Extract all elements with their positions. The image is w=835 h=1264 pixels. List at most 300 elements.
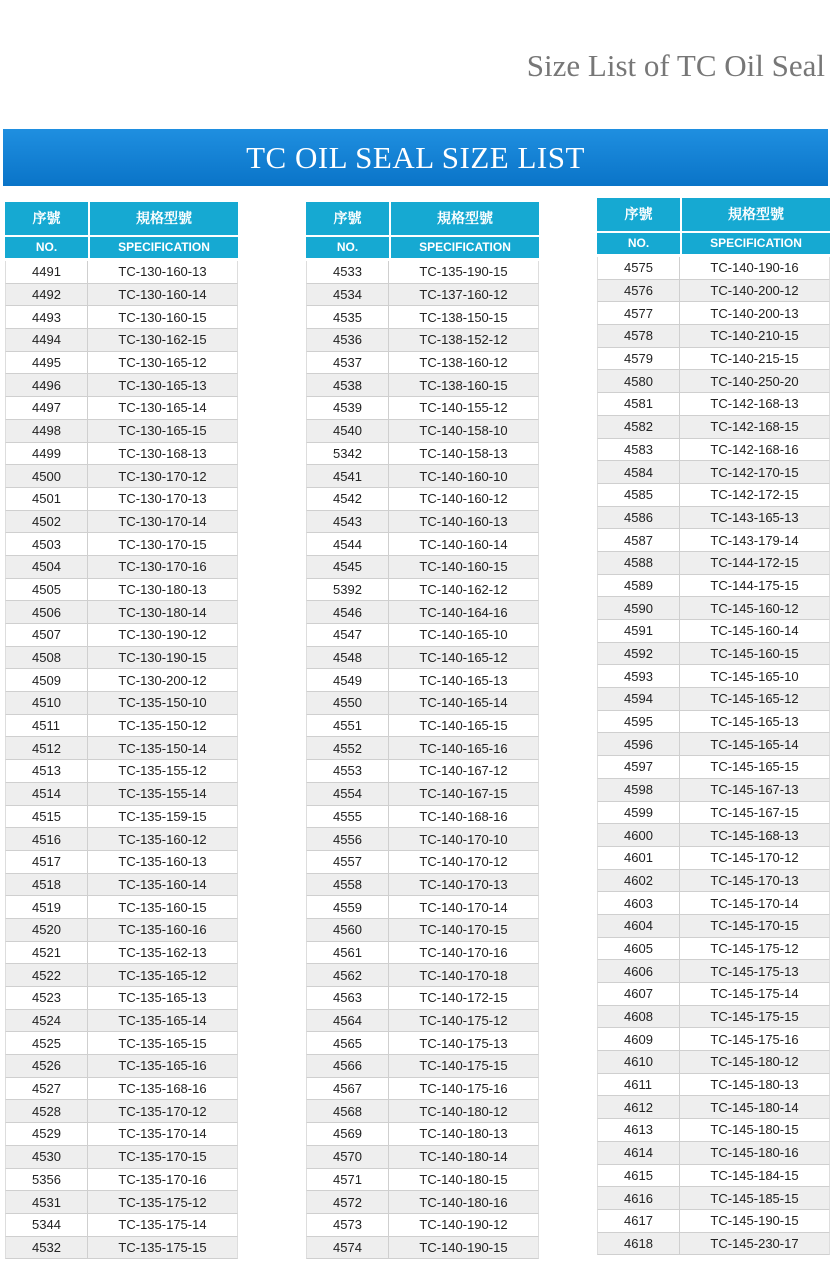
cell-specification: TC-130-180-13 [88,579,238,602]
table-row [5,1123,238,1146]
cell-specification: TC-145-180-12 [680,1051,830,1074]
cell-specification: TC-135-165-16 [88,1055,238,1078]
cell-no: 4587 [597,529,680,552]
cell-specification: TC-140-165-16 [389,737,539,760]
cell-no: 4520 [5,919,88,942]
cell-no: 4491 [5,261,88,284]
table-row [5,896,238,919]
cell-specification: TC-140-165-10 [389,624,539,647]
cell-no: 4610 [597,1051,680,1074]
size-table-1 [5,202,238,1259]
size-table-2 [306,202,539,1259]
table-row [597,461,830,484]
cell-no: 4501 [5,488,88,511]
table-row [306,828,539,851]
cell-specification: TC-140-160-10 [389,465,539,488]
cell-no: 4602 [597,870,680,893]
cell-specification: TC-145-190-15 [680,1210,830,1233]
table-row [5,624,238,647]
table-row [5,465,238,488]
cell-no: 4559 [306,896,389,919]
cell-no: 4507 [5,624,88,647]
cell-no: 4595 [597,711,680,734]
table-row [306,647,539,670]
cell-specification: TC-135-155-12 [88,760,238,783]
cell-specification: TC-140-155-12 [389,397,539,420]
cell-no: 4512 [5,737,88,760]
table-row [306,601,539,624]
cell-no: 4506 [5,601,88,624]
cell-no: 4548 [306,647,389,670]
table-row [597,325,830,348]
cell-no: 4544 [306,533,389,556]
cell-specification: TC-140-160-15 [389,556,539,579]
cell-specification: TC-145-180-14 [680,1096,830,1119]
table-body [306,261,539,1259]
cell-no: 4617 [597,1210,680,1233]
cell-no: 4565 [306,1032,389,1055]
cell-no: 4495 [5,352,88,375]
cell-no: 4598 [597,779,680,802]
cell-specification: TC-140-165-12 [389,647,539,670]
cell-no: 4557 [306,851,389,874]
table-row [306,1214,539,1237]
cell-specification: TC-145-165-13 [680,711,830,734]
title-banner [3,129,828,186]
table-row [5,511,238,534]
table-row [597,892,830,915]
cell-specification: TC-145-167-15 [680,802,830,825]
table-row [5,579,238,602]
cell-no: 4614 [597,1142,680,1165]
cell-no: 4551 [306,715,389,738]
cell-specification: TC-135-150-14 [88,737,238,760]
cell-no: 4555 [306,806,389,829]
cell-specification: TC-140-170-14 [389,896,539,919]
table-row [597,1165,830,1188]
cell-no: 4539 [306,397,389,420]
table-row [597,847,830,870]
table-row [597,370,830,393]
cell-no: 4562 [306,964,389,987]
cell-specification: TC-140-170-10 [389,828,539,851]
cell-specification: TC-140-180-13 [389,1123,539,1146]
table-row [5,806,238,829]
table-row [597,597,830,620]
table-row [306,692,539,715]
table-row [597,915,830,938]
cell-no: 4542 [306,488,389,511]
table-row [5,374,238,397]
table-row [5,692,238,715]
cell-no: 4613 [597,1119,680,1142]
table-row [306,1169,539,1192]
table-row [597,688,830,711]
cell-specification: TC-130-170-15 [88,533,238,556]
cell-no: 4553 [306,760,389,783]
cell-no: 4550 [306,692,389,715]
table-row [597,824,830,847]
table-row [597,302,830,325]
cell-no: 4579 [597,348,680,371]
cell-specification: TC-142-168-15 [680,416,830,439]
cell-no: 4496 [5,374,88,397]
table-row [306,533,539,556]
cell-specification: TC-130-170-12 [88,465,238,488]
cell-no: 4515 [5,806,88,829]
cell-specification: TC-135-168-16 [88,1078,238,1101]
table-row [5,488,238,511]
cell-no: 4525 [5,1032,88,1055]
cell-specification: TC-140-200-13 [680,302,830,325]
table-row [5,715,238,738]
cell-specification: TC-144-172-15 [680,552,830,575]
cell-no: 4503 [5,533,88,556]
table-row [597,416,830,439]
cell-no: 4588 [597,552,680,575]
page-title: Size List of TC Oil Seal [526,48,825,83]
cell-no: 4603 [597,892,680,915]
cell-no: 4618 [597,1233,680,1256]
cell-no: 4560 [306,919,389,942]
table-row [5,851,238,874]
cell-specification: TC-140-250-20 [680,370,830,393]
cell-no: 4494 [5,329,88,352]
cell-no: 4611 [597,1074,680,1097]
cell-no: 4543 [306,511,389,534]
cell-specification: TC-145-170-13 [680,870,830,893]
cell-specification: TC-135-170-12 [88,1100,238,1123]
cell-no: 4530 [5,1146,88,1169]
cell-specification: TC-130-162-15 [88,329,238,352]
cell-no: 4561 [306,942,389,965]
cell-no: 4502 [5,511,88,534]
cell-specification: TC-130-200-12 [88,669,238,692]
table-row [306,737,539,760]
cell-specification: TC-143-165-13 [680,507,830,530]
table-row [306,942,539,965]
table-row [597,983,830,1006]
cell-specification: TC-130-160-15 [88,306,238,329]
cell-no: 4523 [5,987,88,1010]
cell-no: 4594 [597,688,680,711]
cell-specification: TC-140-190-16 [680,257,830,280]
cell-no: 4566 [306,1055,389,1078]
cell-no: 4508 [5,647,88,670]
cell-specification: TC-135-165-14 [88,1010,238,1033]
cell-specification: TC-140-170-15 [389,919,539,942]
cell-specification: TC-130-160-14 [88,284,238,307]
cell-no: 4493 [5,306,88,329]
cell-specification: TC-145-165-15 [680,756,830,779]
cell-specification: TC-130-160-13 [88,261,238,284]
cell-specification: TC-145-165-14 [680,733,830,756]
table-row [5,737,238,760]
table-row [306,465,539,488]
cell-no: 4575 [597,257,680,280]
cell-specification: TC-140-160-12 [389,488,539,511]
table-row [597,711,830,734]
table-row [597,733,830,756]
cell-specification: TC-140-200-12 [680,280,830,303]
table-row [306,1100,539,1123]
cell-specification: TC-135-190-15 [389,261,539,284]
size-table-3 [597,198,830,1255]
cell-specification: TC-140-164-16 [389,601,539,624]
table-row [5,420,238,443]
table-row [306,306,539,329]
table-row [306,919,539,942]
cell-no: 4531 [5,1191,88,1214]
cell-no: 4529 [5,1123,88,1146]
cell-no: 4597 [597,756,680,779]
table-row [306,987,539,1010]
table-row [5,556,238,579]
cell-specification: TC-145-168-13 [680,824,830,847]
cell-no: 4522 [5,964,88,987]
table-row [597,1233,830,1256]
table-row [306,806,539,829]
cell-specification: TC-142-168-13 [680,393,830,416]
table-row [306,1191,539,1214]
cell-specification: TC-130-190-12 [88,624,238,647]
cell-specification: TC-145-165-12 [680,688,830,711]
table-row [5,1237,238,1260]
table-row [5,942,238,965]
cell-specification: TC-140-160-14 [389,533,539,556]
cell-no: 4600 [597,824,680,847]
cell-no: 4580 [597,370,680,393]
header-spec-en: SPECIFICATION [391,237,539,258]
header-spec-cn: 規格型號 [90,202,238,235]
cell-specification: TC-135-160-13 [88,851,238,874]
table-row [5,828,238,851]
cell-no: 5392 [306,579,389,602]
cell-specification: TC-140-180-14 [389,1146,539,1169]
cell-specification: TC-145-160-14 [680,620,830,643]
cell-no: 4549 [306,669,389,692]
table-row [5,284,238,307]
header-no-cn: 序號 [597,198,680,231]
table-row [5,964,238,987]
cell-specification: TC-140-190-15 [389,1237,539,1260]
cell-no: 4601 [597,847,680,870]
table-row [597,1051,830,1074]
table-row [306,329,539,352]
cell-no: 4537 [306,352,389,375]
cell-no: 4534 [306,284,389,307]
cell-no: 4527 [5,1078,88,1101]
header-spec-en: SPECIFICATION [682,233,830,254]
cell-specification: TC-143-179-14 [680,529,830,552]
cell-no: 4521 [5,942,88,965]
table-row [5,919,238,942]
cell-specification: TC-145-180-16 [680,1142,830,1165]
cell-specification: TC-135-175-12 [88,1191,238,1214]
cell-no: 4526 [5,1055,88,1078]
cell-no: 4609 [597,1028,680,1051]
table-row [5,1169,238,1192]
table-row [306,624,539,647]
cell-specification: TC-140-175-16 [389,1078,539,1101]
cell-specification: TC-140-180-16 [389,1191,539,1214]
table-row [5,647,238,670]
cell-no: 4554 [306,783,389,806]
table-row [5,306,238,329]
cell-specification: TC-145-184-15 [680,1165,830,1188]
cell-no: 4540 [306,420,389,443]
table-row [597,439,830,462]
cell-specification: TC-145-170-12 [680,847,830,870]
cell-specification: TC-142-172-15 [680,484,830,507]
table-row [306,261,539,284]
cell-no: 4509 [5,669,88,692]
cell-specification: TC-135-175-15 [88,1237,238,1260]
table-row [597,1187,830,1210]
cell-specification: TC-145-175-15 [680,1006,830,1029]
cell-no: 4576 [597,280,680,303]
cell-no: 4500 [5,465,88,488]
cell-no: 4574 [306,1237,389,1260]
cell-no: 4514 [5,783,88,806]
cell-no: 5344 [5,1214,88,1237]
table-row [597,1119,830,1142]
cell-no: 4599 [597,802,680,825]
cell-no: 4533 [306,261,389,284]
cell-no: 4536 [306,329,389,352]
cell-specification: TC-130-170-13 [88,488,238,511]
table-row [597,393,830,416]
cell-specification: TC-135-160-15 [88,896,238,919]
cell-no: 4582 [597,416,680,439]
table-body [597,257,830,1255]
cell-specification: TC-138-160-12 [389,352,539,375]
cell-no: 5342 [306,443,389,466]
cell-no: 4608 [597,1006,680,1029]
table-header [306,202,539,258]
table-row [5,1100,238,1123]
cell-no: 4605 [597,938,680,961]
cell-no: 4517 [5,851,88,874]
table-row [5,1078,238,1101]
cell-specification: TC-145-180-13 [680,1074,830,1097]
table-row [5,1032,238,1055]
cell-specification: TC-145-165-10 [680,665,830,688]
table-row [306,443,539,466]
table-row [306,1078,539,1101]
table-row [306,783,539,806]
cell-specification: TC-145-160-12 [680,597,830,620]
table-row [5,261,238,284]
cell-no: 4505 [5,579,88,602]
table-row [306,1146,539,1169]
cell-no: 5356 [5,1169,88,1192]
table-row [597,257,830,280]
cell-specification: TC-142-170-15 [680,461,830,484]
header-spec-cn: 規格型號 [391,202,539,235]
cell-specification: TC-130-190-15 [88,647,238,670]
cell-specification: TC-130-170-16 [88,556,238,579]
table-row [306,579,539,602]
table-row [306,715,539,738]
cell-specification: TC-130-165-12 [88,352,238,375]
cell-specification: TC-145-170-14 [680,892,830,915]
table-row [306,1055,539,1078]
cell-no: 4589 [597,575,680,598]
cell-specification: TC-140-170-13 [389,874,539,897]
table-row [306,1032,539,1055]
cell-specification: TC-140-210-15 [680,325,830,348]
cell-no: 4492 [5,284,88,307]
cell-specification: TC-135-165-13 [88,987,238,1010]
cell-specification: TC-140-175-13 [389,1032,539,1055]
table-row [306,1010,539,1033]
header-no-en: NO. [5,237,88,258]
table-row [306,1237,539,1260]
table-row [597,802,830,825]
cell-specification: TC-140-180-12 [389,1100,539,1123]
table-row [597,1028,830,1051]
cell-no: 4513 [5,760,88,783]
cell-specification: TC-135-150-10 [88,692,238,715]
header-no-en: NO. [306,237,389,258]
cell-specification: TC-140-162-12 [389,579,539,602]
cell-no: 4616 [597,1187,680,1210]
cell-no: 4528 [5,1100,88,1123]
cell-specification: TC-140-190-12 [389,1214,539,1237]
cell-no: 4596 [597,733,680,756]
table-row [306,374,539,397]
cell-no: 4499 [5,443,88,466]
table-body [5,261,238,1259]
table-row [306,284,539,307]
cell-no: 4558 [306,874,389,897]
cell-specification: TC-135-165-15 [88,1032,238,1055]
table-row [5,443,238,466]
cell-specification: TC-140-165-13 [389,669,539,692]
cell-no: 4564 [306,1010,389,1033]
table-row [5,874,238,897]
cell-no: 4568 [306,1100,389,1123]
cell-specification: TC-130-165-13 [88,374,238,397]
cell-no: 4541 [306,465,389,488]
cell-no: 4571 [306,1169,389,1192]
cell-no: 4538 [306,374,389,397]
table-row [597,280,830,303]
cell-specification: TC-140-165-14 [389,692,539,715]
cell-specification: TC-140-167-12 [389,760,539,783]
cell-no: 4567 [306,1078,389,1101]
table-row [5,352,238,375]
header-no-en: NO. [597,233,680,254]
table-row [597,507,830,530]
cell-no: 4612 [597,1096,680,1119]
cell-no: 4504 [5,556,88,579]
cell-no: 4546 [306,601,389,624]
cell-specification: TC-130-168-13 [88,443,238,466]
cell-no: 4585 [597,484,680,507]
cell-specification: TC-137-160-12 [389,284,539,307]
cell-specification: TC-145-170-15 [680,915,830,938]
table-row [5,669,238,692]
cell-no: 4583 [597,439,680,462]
table-row [5,760,238,783]
cell-no: 4570 [306,1146,389,1169]
cell-no: 4584 [597,461,680,484]
cell-no: 4606 [597,960,680,983]
cell-specification: TC-140-175-15 [389,1055,539,1078]
cell-specification: TC-135-170-14 [88,1123,238,1146]
